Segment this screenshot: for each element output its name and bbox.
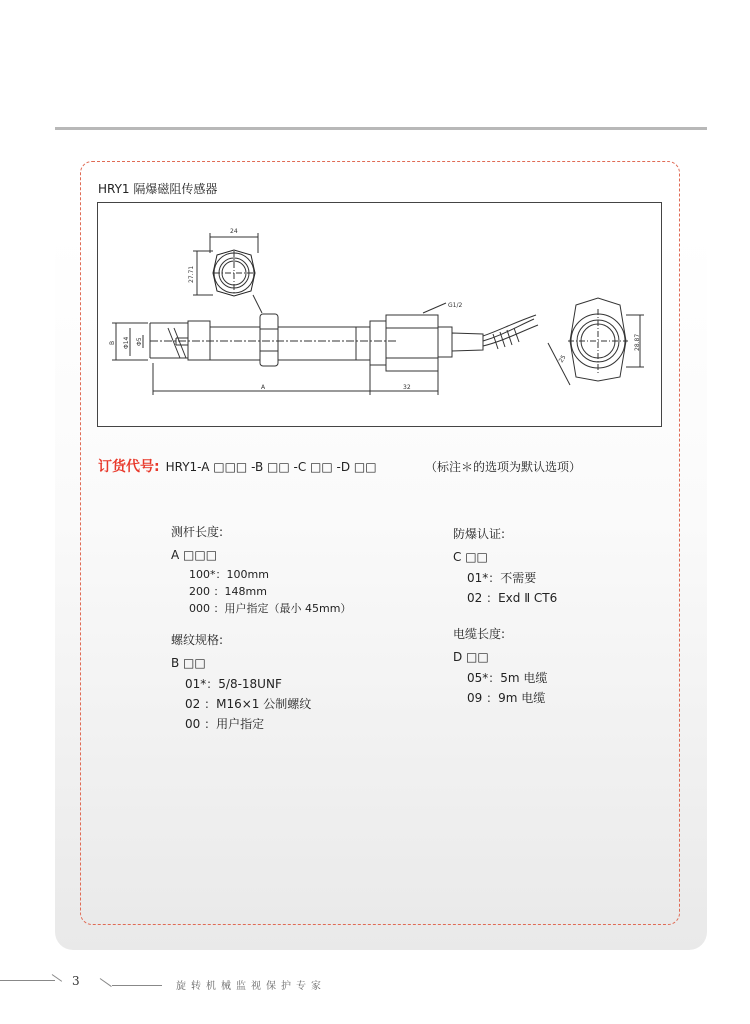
ex-code: C □□: [453, 550, 488, 564]
order-code-line: [98, 456, 377, 476]
footer-slash: [100, 978, 112, 987]
page-number: 3: [72, 974, 80, 988]
thread-option: 00 ：用户指定: [185, 717, 265, 731]
dim-phi14: Φ14: [123, 336, 130, 349]
order-code-note: （标注＊的选项为默认选项）: [425, 460, 582, 474]
dim-phi5: Φ5: [136, 337, 143, 346]
cable-option: 09 ：9m 电缆: [467, 691, 546, 705]
length-option: 000 ：用户指定（最小 45mm）: [189, 602, 352, 615]
dim-a: A: [261, 384, 266, 391]
order-code-value: HRY1-A □□□ -B □□ -C □□ -D □□: [165, 460, 377, 474]
dim-27-71: 27.71: [188, 265, 195, 283]
length-section: [171, 524, 351, 617]
thread-code: B □□: [171, 656, 206, 670]
cable-option: 05*：5m 电缆: [467, 671, 548, 685]
header-rule: [55, 127, 707, 130]
footer-rule: [0, 980, 55, 981]
length-code: A □□□: [171, 548, 218, 562]
cable-code: D □□: [453, 650, 489, 664]
cable-title: 电缆长度:: [453, 627, 506, 641]
footer-rule: [112, 985, 162, 986]
hex-right-view: [548, 298, 644, 385]
length-title: 测杆长度:: [171, 525, 224, 539]
dim-24: 24: [230, 228, 238, 235]
product-title: HRY1 隔爆磁阻传感器: [98, 182, 218, 196]
dim-32: 32: [403, 384, 411, 391]
ex-section: [453, 526, 557, 608]
ex-option: 01*：不需要: [467, 571, 537, 585]
order-code-label: 订货代号:: [98, 459, 160, 475]
ex-option: 02 ：Exd Ⅱ CT6: [467, 591, 558, 605]
length-option: 100*：100mm: [189, 568, 269, 581]
thread-option: 02 ：M16×1 公制螺纹: [185, 697, 312, 711]
thread-section: [171, 632, 311, 734]
thread-title: 螺纹规格:: [171, 633, 224, 647]
dim-25: 25: [557, 353, 568, 364]
probe-body: [150, 314, 538, 371]
technical-drawing: [97, 202, 662, 427]
dim-28-87: 28.87: [634, 333, 641, 351]
dim-g1-2: G1/2: [448, 302, 463, 309]
cable-section: [453, 626, 547, 708]
ex-title: 防爆认证:: [453, 527, 506, 541]
hex-top-view: [193, 233, 262, 313]
thread-option: 01*：5/8-18UNF: [185, 677, 282, 691]
footer-tagline: 旋转机械监视保护专家: [176, 981, 326, 992]
dim-b: B: [109, 340, 116, 345]
length-option: 200 ：148mm: [189, 585, 267, 598]
